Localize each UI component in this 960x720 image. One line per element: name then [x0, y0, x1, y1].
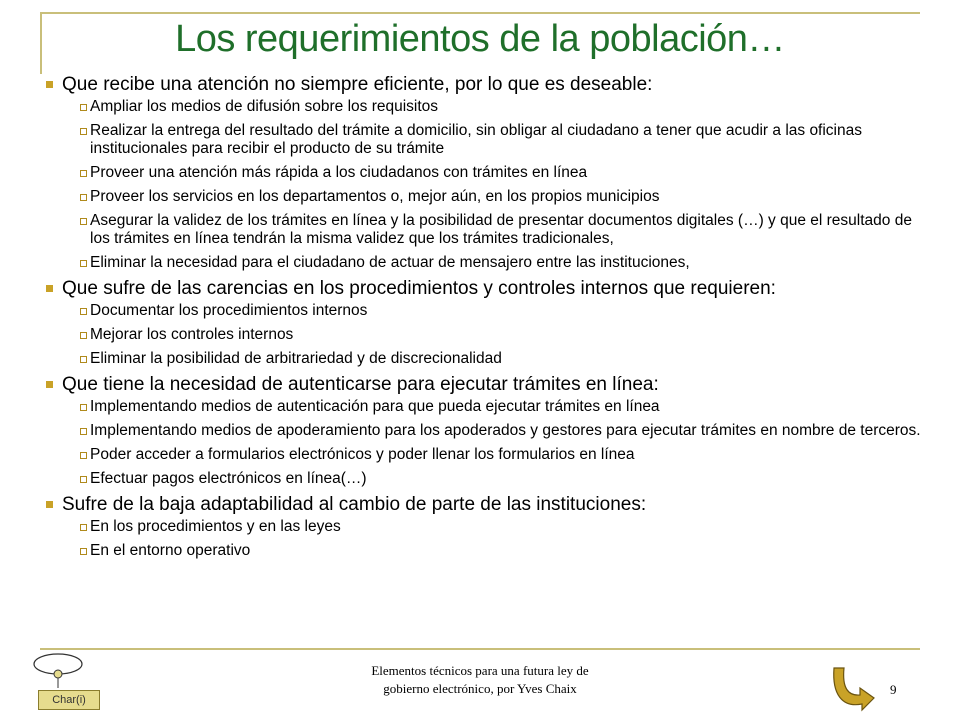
sub-bullet-text: Implementando medios de autenticación para que pueda ejecutar trámites en línea — [90, 398, 660, 415]
square-bullet-icon — [46, 81, 53, 88]
loop-navigation-icon[interactable] — [30, 650, 100, 690]
sub-bullet — [80, 326, 924, 344]
frame-bottom-line — [40, 648, 920, 650]
footer-caption — [330, 662, 630, 698]
square-bullet-icon — [46, 285, 53, 292]
bullet-section — [44, 494, 924, 515]
sub-bullet — [80, 212, 924, 248]
section-text: Que recibe una atención no siempre eficiente, por lo que es deseable: — [62, 74, 653, 95]
square-bullet-icon — [46, 381, 53, 388]
hollow-square-bullet-icon — [80, 308, 87, 315]
hollow-square-bullet-icon — [80, 524, 87, 531]
char-button[interactable]: Char(i) — [38, 690, 100, 710]
sub-bullet — [80, 98, 924, 116]
hollow-square-bullet-icon — [80, 428, 87, 435]
sub-bullet-text: Eliminar la necesidad para el ciudadano de actuar de mensajero entre las instituciones, — [90, 254, 690, 271]
slide-title: Los requerimientos de la población… — [175, 18, 785, 60]
sub-bullet-text: Implementando medios de apoderamiento para los apoderados y gestores para ejecutar trámites en nombre de terceros. — [90, 422, 921, 439]
sub-bullet-text: Mejorar los controles internos — [90, 326, 294, 343]
sub-bullet-text: Proveer los servicios en los departamentos o, mejor aún, en los propios municipios — [90, 188, 660, 205]
hollow-square-bullet-icon — [80, 476, 87, 483]
sub-bullet-text: Ampliar los medios de difusión sobre los requisitos — [90, 98, 439, 115]
hollow-square-bullet-icon — [80, 104, 87, 111]
footer-line-1: Elementos técnicos para una futura ley de — [371, 663, 589, 678]
sub-bullet — [80, 302, 924, 320]
section-text: Que sufre de las carencias en los procedimientos y controles internos que requieren: — [62, 278, 776, 299]
section-text: Sufre de la baja adaptabilidad al cambio de parte de las instituciones: — [62, 494, 647, 515]
sub-bullet — [80, 398, 924, 416]
hollow-square-bullet-icon — [80, 170, 87, 177]
footer-line-2: gobierno electrónico, por Yves Chaix — [383, 681, 577, 696]
sub-bullet-text: Efectuar pagos electrónicos en línea(…) — [90, 470, 367, 487]
sub-bullet — [80, 188, 924, 206]
sub-bullet-text: Proveer una atención más rápida a los ciudadanos con trámites en línea — [90, 164, 588, 181]
hollow-square-bullet-icon — [80, 260, 87, 267]
sub-bullet-text: Documentar los procedimientos internos — [90, 302, 368, 319]
sub-bullet — [80, 164, 924, 182]
sub-bullet — [80, 518, 924, 536]
hollow-square-bullet-icon — [80, 194, 87, 201]
sub-bullet-text: Eliminar la posibilidad de arbitrariedad y de discrecionalidad — [90, 350, 502, 367]
sub-bullet — [80, 422, 924, 440]
sub-bullet — [80, 350, 924, 368]
sub-bullet-text: Asegurar la validez de los trámites en línea y la posibilidad de presentar documentos digitales (…) y que el resultado de los trámites en línea tendrán la misma validez que los trámites tradicionales, — [90, 212, 912, 247]
sub-bullet — [80, 542, 924, 560]
sub-bullet — [80, 470, 924, 488]
hollow-square-bullet-icon — [80, 356, 87, 363]
bullet-section — [44, 278, 924, 299]
curved-arrow-return-icon[interactable] — [828, 664, 878, 712]
hollow-square-bullet-icon — [80, 404, 87, 411]
hollow-square-bullet-icon — [80, 548, 87, 555]
hollow-square-bullet-icon — [80, 128, 87, 135]
sub-bullet-text: En el entorno operativo — [90, 542, 251, 559]
sub-bullet — [80, 254, 924, 272]
hollow-square-bullet-icon — [80, 332, 87, 339]
sub-bullet — [80, 122, 924, 158]
bullet-section — [44, 74, 924, 95]
sub-bullet-text: Realizar la entrega del resultado del trámite a domicilio, sin obligar al ciudadano a tener que acudir a las oficinas institucionales para recibir el producto de su trámite — [90, 122, 862, 157]
frame-top-line — [40, 12, 920, 14]
square-bullet-icon — [46, 501, 53, 508]
bullet-section — [44, 374, 924, 395]
sub-bullet — [80, 446, 924, 464]
section-text: Que tiene la necesidad de autenticarse para ejecutar trámites en línea: — [62, 374, 659, 395]
hollow-square-bullet-icon — [80, 218, 87, 225]
page-number: 9 — [890, 682, 897, 697]
sub-bullet-text: Poder acceder a formularios electrónicos y poder llenar los formularios en línea — [90, 446, 635, 463]
sub-bullet-text: En los procedimientos y en las leyes — [90, 518, 341, 535]
hollow-square-bullet-icon — [80, 452, 87, 459]
slide-content — [44, 74, 924, 566]
